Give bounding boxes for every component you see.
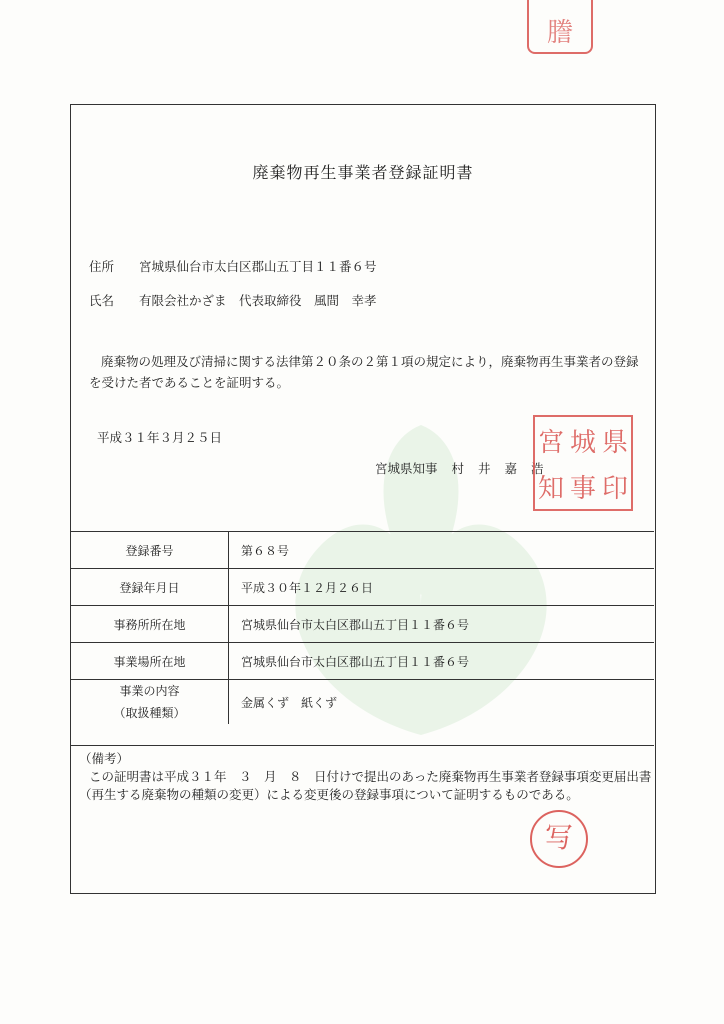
site-address-label: 事業場所在地 bbox=[71, 643, 229, 680]
seal-char: 知 bbox=[537, 473, 564, 504]
address-label: 住所 bbox=[89, 259, 115, 274]
registration-table bbox=[71, 531, 654, 724]
business-content-value: 金属くず 紙くず bbox=[229, 680, 655, 725]
issuer-name: 村井嘉浩 bbox=[451, 461, 558, 476]
issuer-title: 宮城県知事 bbox=[375, 461, 438, 476]
seal-char: 県 bbox=[601, 427, 628, 458]
copy-seal: 写 bbox=[530, 810, 588, 868]
issuer-line bbox=[375, 459, 558, 477]
seal-glyph: 謄 bbox=[546, 18, 573, 48]
business-label-line2: （取扱種類） bbox=[113, 706, 186, 720]
registration-date-label: 登録年月日 bbox=[71, 569, 229, 606]
table-row bbox=[71, 532, 654, 569]
seal-char: 宮 bbox=[537, 427, 564, 458]
business-content-label bbox=[71, 680, 229, 725]
registration-date-value: 平成３０年１２月２６日 bbox=[229, 569, 655, 606]
table-row bbox=[71, 643, 654, 680]
seal-char: 事 bbox=[569, 473, 596, 504]
certificate-frame bbox=[70, 104, 656, 894]
office-address-value: 宮城県仙台市太白区郡山五丁目１１番６号 bbox=[229, 606, 655, 643]
governor-seal bbox=[533, 415, 633, 511]
issue-date: 平成３１年３月２５日 bbox=[97, 430, 223, 445]
table-row bbox=[71, 569, 654, 606]
name-value: 有限会社かざま 代表取締役 風間 幸孝 bbox=[139, 293, 377, 308]
table-row bbox=[71, 606, 654, 643]
registration-number-value: 第６８号 bbox=[229, 532, 655, 569]
seal-char: 城 bbox=[569, 427, 596, 458]
address-row bbox=[89, 257, 377, 275]
notes-text: この証明書は平成３１年 ３ 月 ８ 日付けで提出のあった廃棄物再生事業者登録事項変更届出書（再生する廃棄物の種類の変更）による変更後の登録事項について証明するものである。 bbox=[79, 769, 652, 802]
registration-number-label: 登録番号 bbox=[71, 532, 229, 569]
certification-statement: 廃棄物の処理及び清掃に関する法律第２０条の２第１項の規定により，廃棄物再生事業者の登録を受けた者であることを証明する。 bbox=[89, 354, 639, 390]
address-value: 宮城県仙台市太白区郡山五丁目１１番６号 bbox=[139, 259, 377, 274]
notes-section bbox=[71, 745, 654, 804]
document-title: 廃棄物再生事業者登録証明書 bbox=[252, 163, 474, 182]
seal-char: 印 bbox=[601, 473, 628, 504]
name-row bbox=[89, 291, 377, 309]
office-address-label: 事務所所在地 bbox=[71, 606, 229, 643]
business-label-line1: 事業の内容 bbox=[119, 684, 180, 698]
site-address-value: 宮城県仙台市太白区郡山五丁目１１番６号 bbox=[229, 643, 655, 680]
notes-heading: （備考） bbox=[79, 751, 130, 766]
name-label: 氏名 bbox=[89, 293, 115, 308]
table-row bbox=[71, 680, 654, 725]
certified-copy-seal bbox=[527, 0, 593, 54]
